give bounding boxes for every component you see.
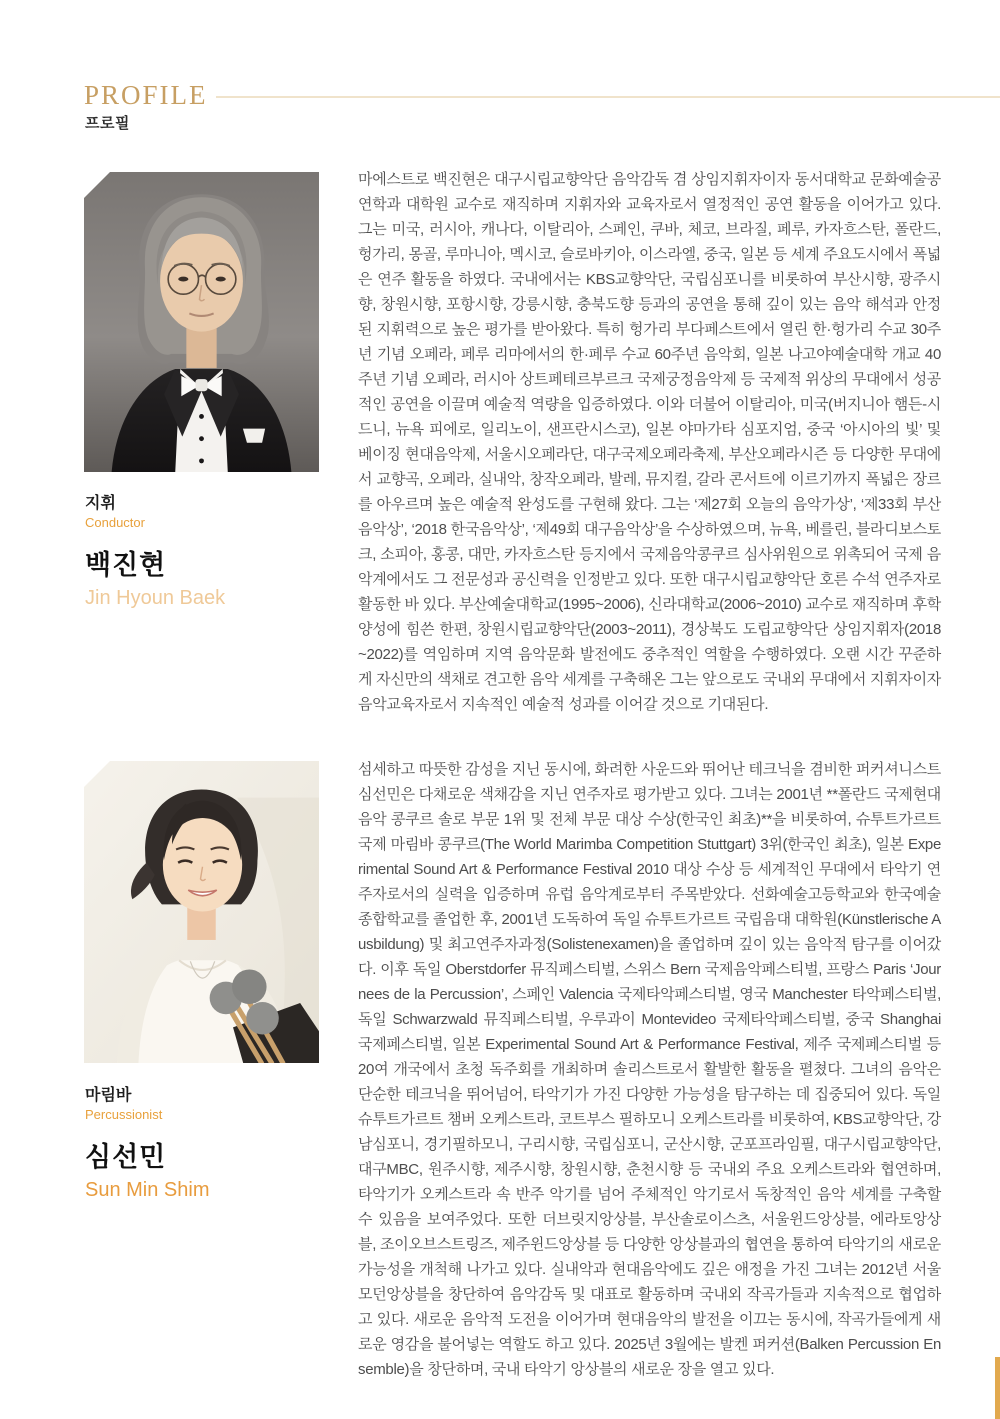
conductor-photo [84, 172, 319, 472]
percussionist-role-korean: 마림바 [85, 1087, 132, 1104]
percussionist-photo [84, 761, 319, 1063]
percussionist-caption [85, 1082, 210, 1202]
conductor-bio: 마에스트로 백진현은 대구시립교향악단 음악감독 겸 상임지휘자이자 동서대학교 문화예술공연학과 대학원 교수로 재직하며 지휘자와 교육자로서 열정적인 공연 활동을 이어가고 있다. 그는 미국, 러시아, 캐나다, 이탈리아, 스페인, 쿠바, 체코, 브라질, 페루, 카자흐스탄, 폴란드, 헝가리, 몽골, 루마니아, 멕시코, 슬로바키아, 이스라엘, 중국, 일본 등 세계 주요도시에서 폭넓은 연주 활동을 하였다. 국내에서는 KBS교향악단, 국립심포니를 비롯하여 부산시향, 광주시향, 창원시향, 포항시향, 강릉시향, 충북도향 등과의 공연을 통해 깊이 있는 음악 해석과 안정된 지휘력으로 높은 평가를 받아왔다. 특히 헝가리 부다페스트에서 열린 한·헝가리 수교 30주년 기념 오페라, 페루 리마에서의 한·페루 수교 60주년 음악회, 일본 나고야예술대학 개교 40주년 기념 오페라, 러시아 상트페테르부르크 국제궁정음악제 등 국제적 위상의 무대에서 성공적인 공연을 이끌며 예술적 역량을 입증하였다. 이와 더불어 이탈리아, 미국(버지니아 햄든-시드니, 뉴욕 피에로, 일리노이, 샌프란시스코), 일본 야마가타 심포지엄, 중국 ‘아시아의 빛’ 및 베이징 현대음악제, 서울시오페라단, 대구국제오페라축제, 부산오페라시즌 등 다양한 무대에서 교향곡, 오페라, 실내악, 창작오페라, 발레, 뮤지컬, 갈라 콘서트에 이르기까지 폭넓은 장르를 아우르며 높은 예술적 완성도를 구현해 왔다. 그는 ‘제27회 오늘의 음악가상’, ‘제33회 부산음악상’, ‘2018 한국음악상’, ‘제49회 대구음악상’을 수상하였으며, 뉴욕, 베를린, 블라디보스토크, 소피아, 홍콩, 대만, 카자흐스탄 등지에서 국제음악콩쿠르 심사위원으로 위촉되어 국제 음악계에서도 그 전문성과 공신력을 인정받고 있다. 또한 대구시립교향악단 호른 수석 연주자로 활동한 바 있다. 부산예술대학교(1995~2006), 신라대학교(2006~2010) 교수로 재직하며 후학 양성에 힘쓴 한편, 창원시립교향악단(2003~2011), 경상북도 도립교향악단 상임지휘자(2018~2022)를 역임하며 지역 음악문화 발전에도 중추적인 역할을 수행하였다. 오랜 시간 꾸준하게 자신만의 색채로 견고한 음악 세계를 구축해온 그는 앞으로도 국내외 무대에서 지휘자이자 음악교육자로서 지속적인 예술적 성과를 이어갈 것으로 기대된다. [358, 171, 941, 713]
conductor-caption [85, 490, 225, 610]
conductor-role-english: Conductor [85, 515, 145, 530]
conductor-portrait-illustration [84, 172, 319, 472]
corner-accent-bar [995, 1357, 1000, 1419]
percussionist-name-english: Sun Min Shim [85, 1179, 210, 1201]
page-subtitle: 프로필 [85, 115, 130, 132]
percussionist-bio: 섬세하고 따뜻한 감성을 지닌 동시에, 화려한 사운드와 뛰어난 테크닉을 겸비한 퍼커셔니스트 심선민은 다채로운 색채감을 지닌 연주자로 평가받고 있다. 그녀는 2001년 **폴란드 국제현대음악 콩쿠르 솔로 부문 1위 및 전체 부문 대상 수상(한국인 최초)**을 비롯하여, 슈투트가르트 국제 마림바 콩쿠르(The World Marimba Competition Stuttgart) 3위(한국인 최초), 일본 Experimental Sound Art & Performance Festival 2010 대상 수상 등 세계적인 무대에서 타악기 연주자로서의 실력을 입증하며 유럽 음악계로부터 주목받았다. 선화예술고등학교와 한국예술종합학교를 졸업한 후, 2001년 도독하여 독일 슈투트가르트 국립음대 대학원(Künstlerische Ausbildung) 및 최고연주자과정(Solistenexamen)을 졸업하며 깊이 있는 음악적 탐구를 이어갔다. 이후 독일 Oberstdorfer 뮤직페스티벌, 스위스 Bern 국제음악페스티벌, 프랑스 Paris ‘Journees de la Percussion’, 스페인 Valencia 국제타악페스티벌, 영국 Manchester 타악페스티벌, 독일 Schwarzwald 뮤직페스티벌, 우루과이 Montevideo 국제타악페스티벌, 중국 Shanghai 국제페스티벌, 일본 Experimental Sound Art & Performance Festival, 제주 국제페스티벌 등 20여 개국에서 초청 독주회를 개최하며 솔리스트로서 활발한 활동을 펼쳤다. 그녀의 음악은 단순한 테크닉을 뛰어넘어, 타악기가 가진 다양한 가능성을 탐구하는 데 집중되어 있다. 독일 슈투트가르트 챔버 오케스트라, 코트부스 필하모니 오케스트라를 비롯하여, KBS교향악단, 강남심포니, 경기필하모니, 구리시향, 국립심포니, 군산시향, 군포프라임필, 대구시립교향악단, 대구MBC, 원주시향, 제주시향, 창원시향, 춘천시향 등 국내외 주요 오케스트라와 협연하며, 타악기가 오케스트라 속 반주 악기를 넘어 주체적인 악기로서 독창적인 음악 세계를 구축할 수 있음을 보여주었다. 또한 더브릿지앙상블, 부산솔로이스츠, 서울윈드앙상블, 에라토앙상블, 조이오브스트링즈, 제주윈드앙상블 등 다양한 앙상블과의 협연을 통하여 타악기의 새로운 가능성을 개척해 나가고 있다. 실내악과 현대음악에도 깊은 애정을 가진 그녀는 2012년 서울모던앙상블을 창단하여 음악감독 및 대표로 활동하며 국내외 작곡가들과 지속적으로 협업하고 있다. 새로운 음악적 도전을 이어가며 현대음악의 발전을 이끄는 동시에, 작곡가들에게 새로운 영감을 불어넣는 역할도 하고 있다. 2025년 3월에는 발켄 퍼커션(Balken Percussion Ensemble)을 창단하며, 국내 타악기 앙상블의 새로운 장을 열고 있다. [358, 761, 941, 1378]
conductor-role-korean: 지휘 [85, 495, 116, 512]
percussionist-portrait-illustration [84, 761, 319, 1063]
conductor-name-korean: 백진현 [85, 550, 167, 580]
percussionist-role-english: Percussionist [85, 1107, 163, 1122]
header-rule [216, 96, 1000, 98]
page-title: PROFILE [84, 80, 208, 110]
percussionist-name-korean: 심선민 [85, 1142, 167, 1172]
conductor-name-english: Jin Hyoun Baek [85, 587, 226, 609]
